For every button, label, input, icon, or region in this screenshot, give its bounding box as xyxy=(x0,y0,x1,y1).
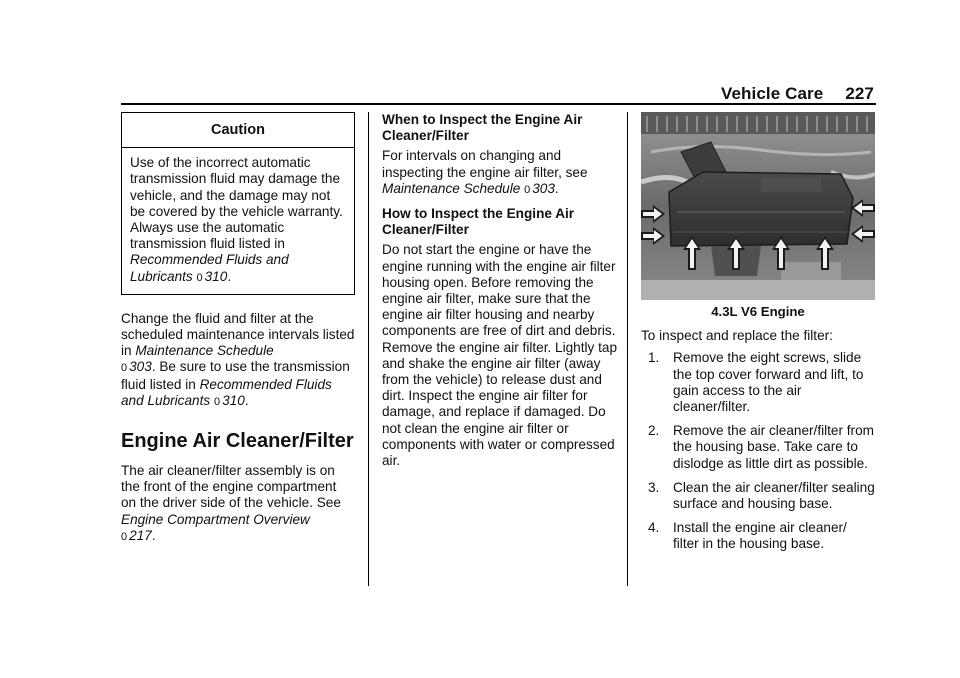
column-left xyxy=(121,112,355,553)
subheading: How to Inspect the Engine Air Cleaner/Filter xyxy=(382,206,575,238)
ref-arrow-icon: 0 xyxy=(196,271,203,284)
header-rule xyxy=(121,103,876,105)
ref-page[interactable]: 303 xyxy=(129,359,152,375)
engine-air-filter-illustration xyxy=(641,112,875,300)
ref-page[interactable]: 217 xyxy=(129,527,152,543)
ref-page[interactable]: 310 xyxy=(204,268,228,284)
subheading: When to Inspect the Engine Air Cleaner/Filter xyxy=(382,112,583,144)
engine-photo xyxy=(641,112,875,300)
cross-reference-link[interactable]: Maintenance Schedule xyxy=(135,343,274,359)
caution-box xyxy=(121,112,355,295)
ref-page[interactable]: 303 xyxy=(532,180,555,196)
figure-caption: 4.3L V6 Engine xyxy=(711,304,805,319)
steps-intro: To inspect and replace the filter: xyxy=(641,328,833,344)
column-right xyxy=(641,112,875,561)
caution-title: Caution xyxy=(122,113,354,148)
section-title: Vehicle Care xyxy=(721,84,824,103)
list-item: 2. Remove the air cleaner/filter from the housing base. Take care to dislodge as little dirt as possible. xyxy=(648,423,874,471)
page-header xyxy=(721,84,874,104)
section-heading: Engine Air Cleaner/Filter xyxy=(121,430,354,453)
cross-reference-link[interactable]: Engine Compartment Overview xyxy=(121,511,310,527)
steps-list xyxy=(641,350,875,552)
ref-arrow-icon: 0 xyxy=(121,530,128,543)
cross-reference-link[interactable]: Recommended Fluids and Lubricants xyxy=(130,252,289,284)
ref-page[interactable]: 310 xyxy=(222,392,245,408)
paragraph: Do not start the engine or have the engine running with the engine air filter housing open. Before removing the engine air filter, make sure that the engine air filter housing and nearby components are free of dirt and debris. Remove the engine air filter. Lightly tap and shake the engine air filter (away from the vehicle) to release dust and dirt. Inspect the engine air filter for damage, and replace if damaged. Do not clean the engine air filter or components with water or compressed air. xyxy=(382,242,618,469)
ref-arrow-icon: 0 xyxy=(524,183,531,196)
cross-reference-link[interactable]: Maintenance Schedule xyxy=(382,180,521,196)
paragraph: Change the fluid and filter at the scheduled maintenance intervals listed in Maintenance Schedule 0 303. Be sure to use the transmission fluid listed in Recommended Fluids and Lubricants 0 310. xyxy=(121,310,355,408)
list-item: 4. Install the engine air cleaner/ filter in the housing base. xyxy=(648,520,847,552)
cross-reference-link[interactable]: Recommended Fluids and Lubricants xyxy=(121,376,332,408)
page-number: 227 xyxy=(845,84,874,103)
ref-arrow-icon: 0 xyxy=(121,362,128,375)
ref-arrow-icon: 0 xyxy=(213,395,221,408)
list-item: 1. Remove the eight screws, slide the top cover forward and lift, to gain access to the air cleaner/filter. xyxy=(648,350,864,415)
paragraph: The air cleaner/filter assembly is on the front of the engine compartment on the driver side of the vehicle. See Engine Compartment Overview 0 217. xyxy=(121,463,341,543)
column-middle xyxy=(382,112,618,477)
caution-body: Use of the incorrect automatic transmission fluid may damage the vehicle, and the damage may not be covered by the vehicle warranty. Always use the automatic transmission fluid listed in Recommended Fluids and Lubricants 0 310. xyxy=(130,155,343,284)
list-item: 3. Clean the air cleaner/filter sealing surface and housing base. xyxy=(648,479,875,512)
column-divider xyxy=(627,112,628,586)
column-divider xyxy=(368,112,369,586)
paragraph: For intervals on changing and inspecting the engine air filter, see Maintenance Schedule 0 303. xyxy=(382,148,588,196)
